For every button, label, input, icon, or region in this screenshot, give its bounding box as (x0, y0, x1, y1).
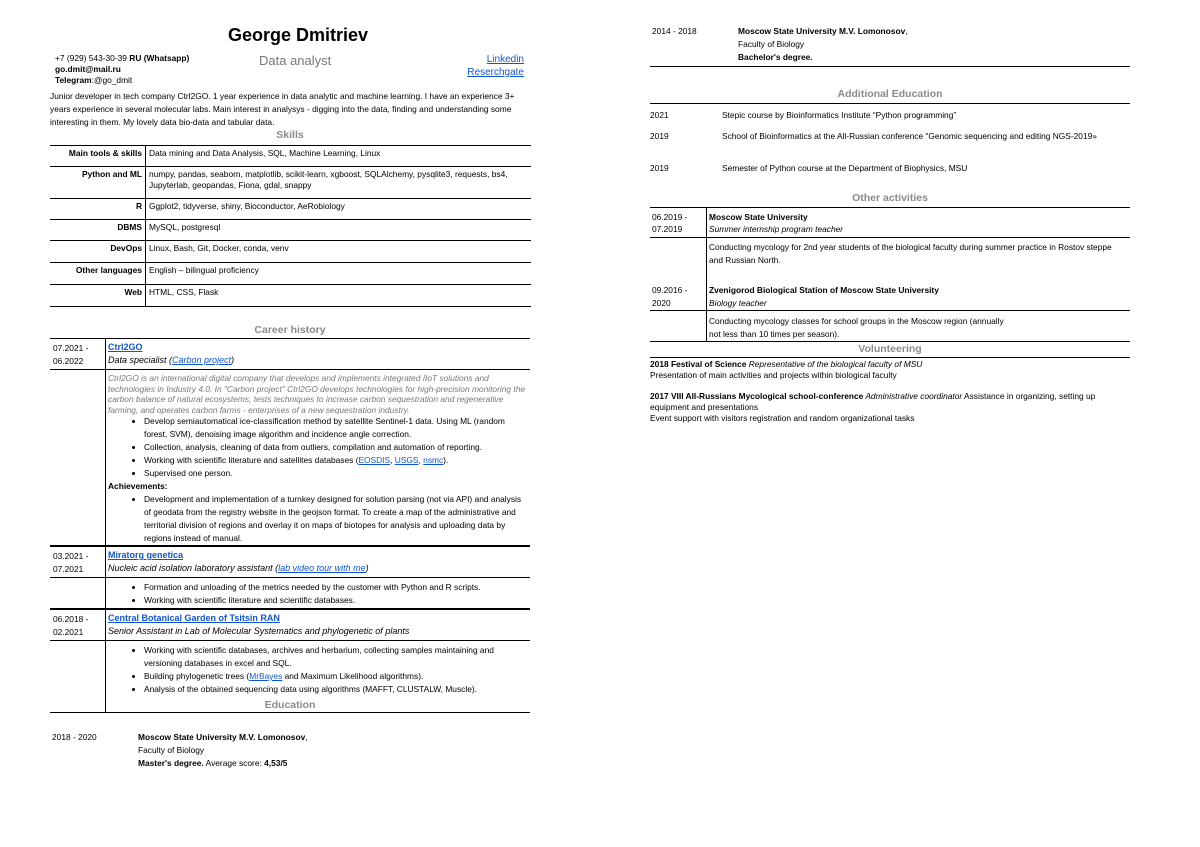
volunteer-entry (650, 359, 1130, 381)
list-item: • Collection, analysis, cleaning of data from outliers, compilation and automation of reporting. (144, 441, 528, 454)
video-link[interactable]: lab video tour with me (278, 563, 366, 573)
job-details (108, 415, 528, 545)
skill-key: Other languages (50, 263, 146, 285)
list-item: • Supervised one person. (144, 467, 528, 480)
skill-key: R (50, 199, 146, 220)
skill-value: Ggplot2, tidyverse, shiny, Bioconductor, AeRobiology (146, 199, 532, 220)
divider (650, 341, 1130, 342)
job-end-date: 02.2021 (53, 627, 84, 637)
volunteering-heading: Volunteering (858, 343, 922, 355)
job-header (108, 612, 409, 638)
course-year: 2021 (650, 110, 669, 120)
divider (650, 207, 1130, 208)
activity-start: 09.2016 - (652, 285, 688, 295)
divider (650, 103, 1130, 104)
activity-desc: Conducting mycology classes for school groups in the Moscow region (annually not less than 10 times per season). (709, 316, 1004, 339)
activity-start: 06.2019 - (652, 212, 688, 222)
divider (50, 545, 530, 547)
course-year: 2019 (650, 131, 669, 141)
university: Moscow State University M.V. Lomonosov (138, 732, 306, 742)
activity-role: Biology teacher (709, 297, 767, 308)
activity-end: 2020 (652, 297, 671, 308)
bullet-end: ). (443, 455, 449, 465)
eosdis-link[interactable]: EOSDIS (358, 455, 391, 465)
comma: , (905, 26, 908, 36)
course-text: Semester of Python course at the Department of Biophysics, MSU (722, 163, 968, 173)
job-role: Data specialist ( (108, 355, 173, 365)
faculty: Faculty of Biology (738, 39, 805, 49)
volunteer-desc-inline: Assistance in organizing, setting up equipment and presentations (650, 391, 1096, 412)
company-link[interactable]: Ctrl2GO (108, 342, 143, 352)
skill-row (50, 263, 531, 285)
volunteer-role: Administrative coordinator (863, 391, 963, 401)
career-heading: Career history (254, 324, 326, 336)
linkedin-link[interactable]: Linkedin (486, 54, 524, 65)
job-start-date: 03.2021 - (53, 551, 89, 561)
comma: , (305, 732, 308, 742)
divider (650, 237, 1130, 238)
skill-row (50, 241, 531, 263)
university: Moscow State University M.V. Lomonosov (738, 26, 906, 36)
course-text (722, 110, 1102, 121)
divider (50, 369, 530, 370)
skill-value: numpy, pandas, seaborn, matplotlib, scikit-learn, xgboost, SQLAlchemy, pysqlite3, requests, bs4, Jupyterlab, geopandas, Fiona, gdal, snappy (146, 167, 532, 199)
resume-name: George Dmitriev (228, 25, 369, 45)
degree: Bachelor's degree. (738, 52, 813, 62)
education-years: 2018 - 2020 (52, 732, 97, 742)
activity-org: Zvenigorod Biological Station of Moscow State University (709, 285, 939, 295)
list-item: • Working with scientific databases, archives and herbarium, collecting samples maintaining and versioning databases in excel and SQL. (144, 644, 528, 670)
skill-row (50, 167, 531, 199)
nsmc-link[interactable]: nsmc (423, 455, 444, 465)
bullet-text: and Maximum Likelihood algorithms). (282, 671, 424, 681)
separator: , (390, 455, 395, 465)
skill-row (50, 220, 531, 241)
activity-desc: Conducting mycology for 2nd year students of the biological faculty during summer practice in Rostov steppe and Russian North. (709, 242, 1112, 265)
summary: Junior developer in tech company Ctrl2GO. 1 year experience in data analytic and machine learning. I have an experience 3+ years experience in several molecular labs. Main interest in analysys - digging into the data, finding and understanding some interesting in them. My lovely data bio-data and tabular data. (50, 91, 515, 127)
course-text: School of Bioinformatics at the All-Russian conference "Genomic sequencing and editing NGS-2019» (722, 131, 1097, 141)
skill-key: Python and ML (50, 167, 146, 199)
job-details (108, 644, 528, 696)
volunteer-desc: Event support with visitors registration and random organizational tasks (650, 413, 915, 423)
skill-row (50, 285, 531, 307)
telegram-handle: :@go_dmit (91, 75, 133, 85)
mrbayes-link[interactable]: MrBayes (249, 671, 283, 681)
skill-value: Data mining and Data Analysis, SQL, Machine Learning, Linux (146, 146, 532, 167)
divider (650, 310, 1130, 311)
skill-value: Linux, Bash, Git, Docker, conda, venv (146, 241, 532, 263)
list-item: • Formation and unloading of the metrics needed by the customer with Python and R scripts. (144, 581, 528, 594)
degree: Master's degree. (138, 758, 204, 768)
volunteer-entry (650, 391, 1130, 424)
job-header (108, 341, 234, 367)
skill-value: HTML, CSS, Flask (146, 285, 532, 307)
phone-note: RU (Whatsapp) (129, 53, 190, 63)
bullet-text: Working with scientific literature and satellites databases ( (144, 455, 359, 465)
skill-key: DevOps (50, 241, 146, 263)
separator: , (418, 455, 424, 465)
profile-links (440, 53, 524, 79)
email: go.dmit@mail.ru (55, 64, 121, 74)
skill-row (50, 199, 531, 220)
activity-org: Moscow State University (709, 212, 808, 222)
job-end-date: 06.2022 (53, 356, 84, 366)
education-entry (738, 25, 908, 64)
job-title: Data analyst (259, 53, 332, 68)
list-item: • Analysis of the obtained sequencing data using algorithms (MAFFT, CLUSTALW, Muscle). (144, 683, 528, 696)
education-heading: Education (264, 699, 316, 711)
skills-table (50, 145, 531, 307)
course-pre: Stepic course (722, 110, 776, 120)
list-item (144, 454, 528, 467)
course-mid: Bioinformatics Institute “Python programming” (783, 110, 957, 120)
activity-dates (652, 211, 687, 235)
volunteer-desc: Presentation of main activities and projects within biological faculty (650, 370, 897, 380)
job-dates (53, 613, 88, 639)
telegram-label: Telegram (55, 75, 92, 85)
job-role-tail: ) (231, 355, 235, 365)
skill-value: MySQL, postgresql (146, 220, 532, 241)
faculty: Faculty of Biology (138, 745, 205, 755)
skill-key: Web (50, 285, 146, 307)
divider (50, 577, 530, 578)
phone-number: +7 (929) 543-30-39 (55, 53, 127, 63)
skill-row (50, 146, 531, 167)
score-label: Average score: (203, 758, 265, 768)
job-end-date: 07.2021 (53, 564, 84, 574)
list-item: • Working with scientific literature and scientific databases. (144, 594, 528, 607)
job-role: Nucleic acid isolation laboratory assistant ( (108, 563, 279, 573)
volunteer-title: 2017 VIII All-Russians Mycological school-conference (650, 391, 864, 401)
job-dates (53, 550, 88, 576)
job-details (108, 581, 528, 607)
course-by: by (775, 110, 784, 120)
other-activities-heading: Other activities (852, 192, 928, 204)
divider (650, 66, 1130, 67)
divider (50, 608, 530, 610)
divider (650, 357, 1130, 358)
job-dates (53, 342, 88, 368)
activity-dates (652, 284, 687, 309)
list-item: • Development and implementation of a turnkey designed for solution parsing (not via API) and analysis of geodata from the registry website in the geojson format. To create a map of the administrative and territorial division of regions and overlay it on maps of biotopes for analysis and uploading data by regions instead of manual. (144, 493, 528, 545)
usgs-link[interactable]: USGS (394, 455, 419, 465)
education-years: 2014 - 2018 (652, 26, 697, 36)
activity-role: Summer internship program teacher (709, 224, 844, 234)
company-link[interactable]: Central Botanical Garden of Tsitsin RAN (108, 613, 280, 623)
activity-header (709, 211, 843, 235)
researchgate-link[interactable]: Reserchgate (467, 67, 524, 78)
list-item: • Develop semiautomatical ice-classification method by satellite Sentinel-1 data. Using ML (random forest, SVM), denoising image algorithm and incidence angle correction. (144, 415, 528, 441)
skills-heading: Skills (276, 129, 304, 141)
job-start-date: 07.2021 - (53, 343, 89, 353)
activity-header (709, 284, 939, 309)
skill-key: Main tools & skills (50, 146, 146, 167)
list-item (144, 670, 528, 683)
activity-end: 07.2019 (652, 224, 683, 234)
achievements-label: Achievements: (108, 481, 168, 491)
additional-education-heading: Additional Education (837, 88, 943, 100)
divider (50, 712, 530, 713)
job-role-tail: ) (365, 563, 369, 573)
company-link[interactable]: Miratorg genetica (108, 550, 184, 560)
divider (50, 640, 530, 641)
job-role: Senior Assistant in Lab of Molecular Systematics and phylogenetic of plants (108, 626, 410, 636)
skill-value: English – bilingual proficiency (146, 263, 532, 285)
job-start-date: 06.2018 - (53, 614, 89, 624)
course-year: 2019 (650, 163, 669, 173)
education-entry (138, 731, 308, 770)
volunteer-title: 2018 Festival of Science (650, 359, 747, 369)
divider (50, 338, 530, 339)
skill-key: DBMS (50, 220, 146, 241)
divider (706, 207, 707, 341)
divider (105, 338, 106, 712)
project-link[interactable]: Carbon project (172, 355, 232, 365)
contact-block (55, 53, 189, 86)
bullet-text: Building phylogenetic trees ( (144, 671, 250, 681)
job-header (108, 549, 369, 575)
volunteer-role: Representative of the biological faculty of MSU (746, 359, 923, 369)
company-description: Ctrl2GO is an international digital company that develops and implements integrated IIoT solutions and technologies in Industry 4.0. In "Carbon project" Ctrl2GO develops technologies for high-precision monitoring the carbon balance of natural ecosystems, tests techniques to increase carbon sequestration and regenerative farming, and operates carbon farms - enterprises of a new sequestration industry. (108, 373, 526, 415)
score: 4,53/5 (264, 758, 288, 768)
